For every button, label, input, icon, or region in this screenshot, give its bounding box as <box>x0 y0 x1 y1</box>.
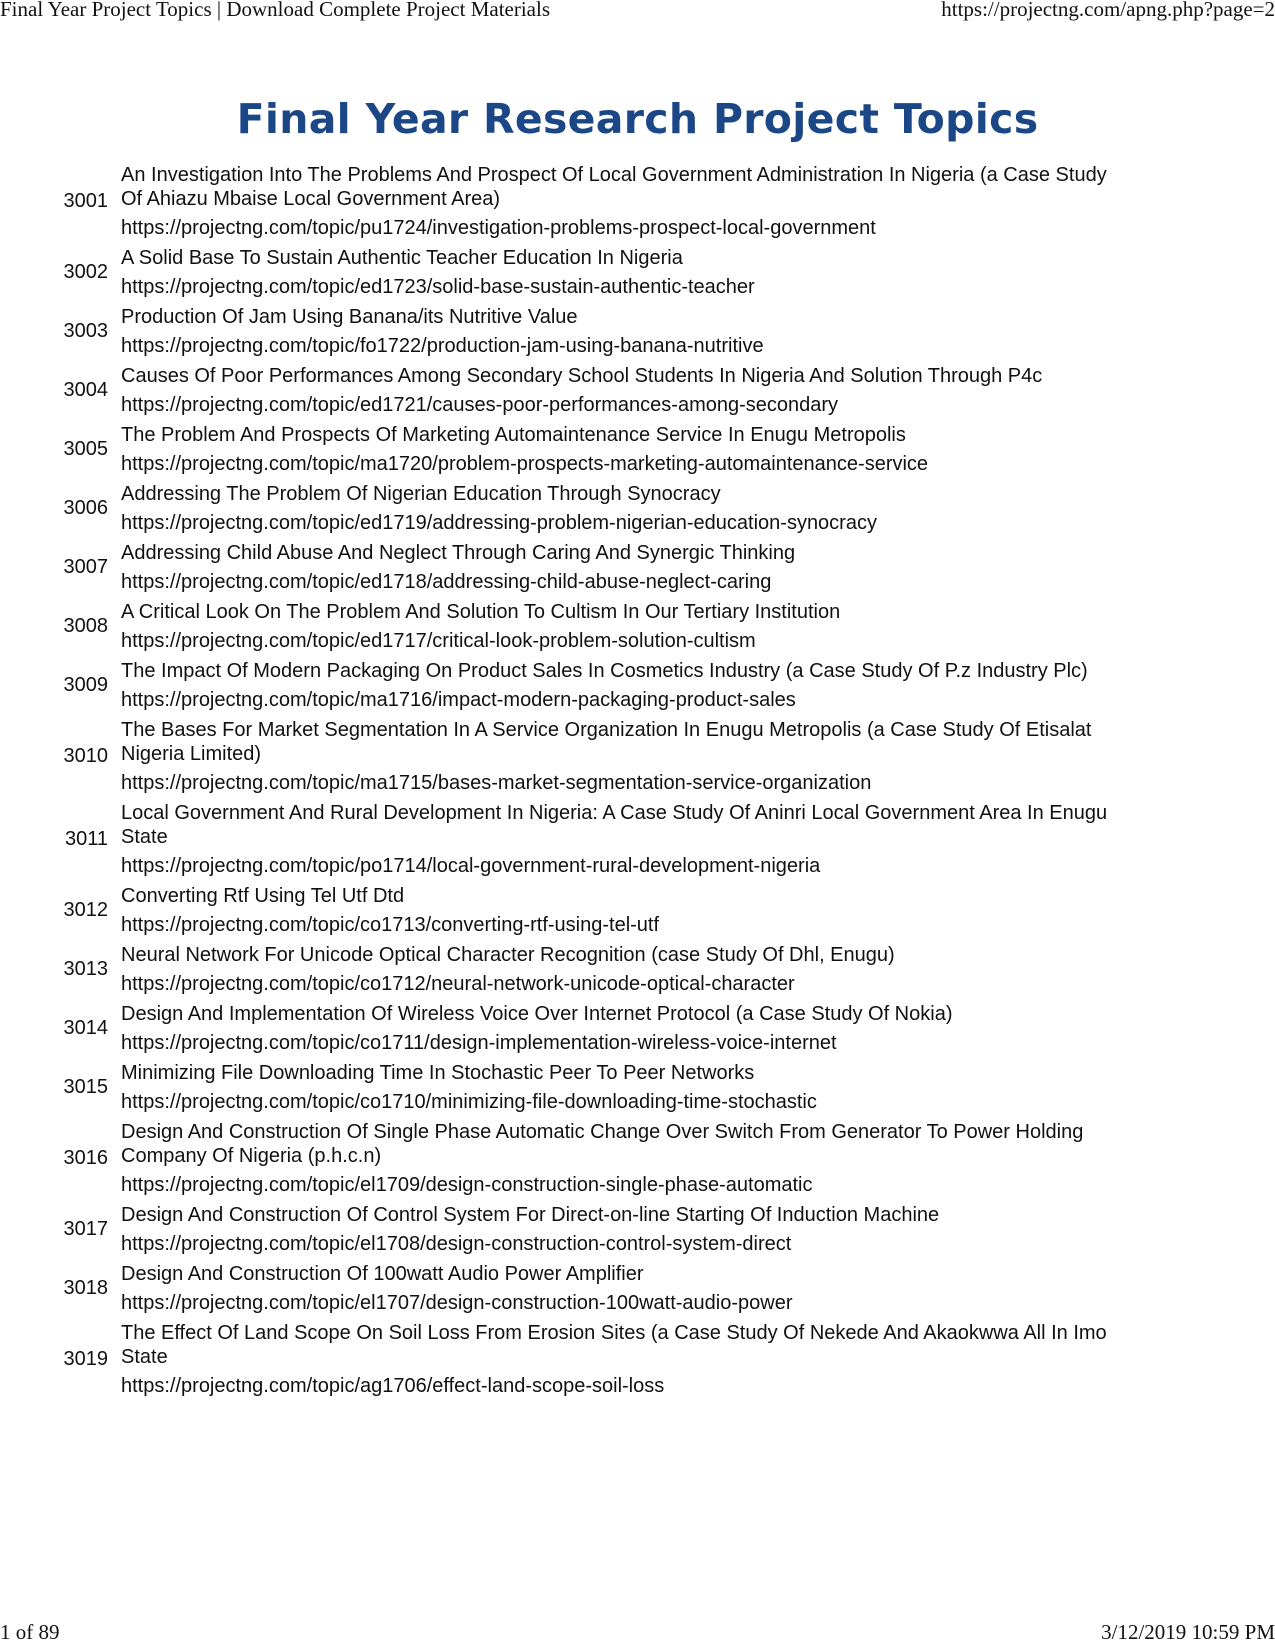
page-indicator: 1 of 89 <box>0 1620 60 1644</box>
topic-body <box>121 1203 1131 1256</box>
topic-number: 3001 <box>63 190 108 212</box>
page-title: Final Year Research Project Topics <box>236 95 1039 143</box>
print-footer <box>0 1620 1275 1645</box>
topic-title: Addressing Child Abuse And Neglect Through Caring And Synergic Thinking <box>121 542 796 564</box>
topic-body <box>121 163 1131 240</box>
topic-number: 3017 <box>63 1218 108 1240</box>
topic-body <box>121 1061 1131 1114</box>
topic-row <box>0 1058 1275 1117</box>
topic-url-link[interactable]: https://projectng.com/topic/pu1724/investigation-problems-prospect-local-government <box>121 217 876 239</box>
topic-number: 3018 <box>63 1277 108 1299</box>
topic-row <box>0 160 1275 243</box>
topic-number: 3010 <box>63 745 108 767</box>
topic-url-link[interactable]: https://projectng.com/topic/ed1718/addressing-child-abuse-neglect-caring <box>121 571 772 593</box>
topic-title: The Problem And Prospects Of Marketing Automaintenance Service In Enugu Metropolis <box>121 424 906 446</box>
topic-url-link[interactable]: https://projectng.com/topic/el1707/design-construction-100watt-audio-power <box>121 1292 793 1314</box>
topic-row <box>0 715 1275 798</box>
topic-title: Neural Network For Unicode Optical Character Recognition (case Study Of Dhl, Enugu) <box>121 944 895 966</box>
topic-url-link[interactable]: https://projectng.com/topic/ed1717/critical-look-problem-solution-cultism <box>121 630 756 652</box>
topic-row <box>0 999 1275 1058</box>
topic-title: Causes Of Poor Performances Among Secondary School Students In Nigeria And Solution Through P4c <box>121 365 1043 387</box>
topic-body <box>121 801 1131 878</box>
topic-title: The Bases For Market Segmentation In A Service Organization In Enugu Metropolis (a Case Study Of Etisalat Nigeria Limited) <box>121 719 1092 765</box>
topic-body <box>121 1120 1131 1197</box>
topic-body <box>121 423 1131 476</box>
topic-body <box>121 246 1131 299</box>
topic-title: An Investigation Into The Problems And Prospect Of Local Government Administration In Nigeria (a Case Study Of Ahiazu Mbaise Local Government Area) <box>121 164 1107 210</box>
topic-title: Addressing The Problem Of Nigerian Education Through Synocracy <box>121 483 721 505</box>
topic-body <box>121 305 1131 358</box>
topic-url-link[interactable]: https://projectng.com/topic/ed1719/addressing-problem-nigerian-education-synocracy <box>121 512 877 534</box>
topic-url-link[interactable]: https://projectng.com/topic/el1708/design-construction-control-system-direct <box>121 1233 792 1255</box>
topic-row <box>0 302 1275 361</box>
topic-number: 3003 <box>63 320 108 342</box>
topic-url-link[interactable]: https://projectng.com/topic/ma1720/problem-prospects-marketing-automaintenance-service <box>121 453 929 475</box>
topic-row <box>0 538 1275 597</box>
topic-url-link[interactable]: https://projectng.com/topic/co1712/neural-network-unicode-optical-character <box>121 973 795 995</box>
print-header <box>0 0 1275 22</box>
topic-title: Converting Rtf Using Tel Utf Dtd <box>121 885 405 907</box>
topic-row <box>0 420 1275 479</box>
topic-body <box>121 364 1131 417</box>
topic-number: 3012 <box>63 899 108 921</box>
topic-title: Production Of Jam Using Banana/its Nutritive Value <box>121 306 578 328</box>
topic-number: 3015 <box>63 1076 108 1098</box>
topic-title: Design And Construction Of 100watt Audio Power Amplifier <box>121 1263 644 1285</box>
topic-number: 3011 <box>64 828 108 850</box>
topic-row <box>0 1259 1275 1318</box>
topic-row <box>0 361 1275 420</box>
topic-row <box>0 1318 1275 1401</box>
topic-url-link[interactable]: https://projectng.com/topic/ed1721/causes-poor-performances-among-secondary <box>121 394 839 416</box>
topic-url-link[interactable]: https://projectng.com/topic/co1713/converting-rtf-using-tel-utf <box>121 914 660 936</box>
topic-title: A Critical Look On The Problem And Solution To Cultism In Our Tertiary Institution <box>121 601 841 623</box>
topic-url-link[interactable]: https://projectng.com/topic/co1711/design-implementation-wireless-voice-internet <box>121 1032 837 1054</box>
topic-row <box>0 798 1275 881</box>
topic-url-link[interactable]: https://projectng.com/topic/el1709/design-construction-single-phase-automatic <box>121 1174 813 1196</box>
topic-row <box>0 1200 1275 1259</box>
topic-body <box>121 541 1131 594</box>
topic-number: 3005 <box>63 438 108 460</box>
topic-number: 3016 <box>63 1147 108 1169</box>
topic-number: 3008 <box>63 615 108 637</box>
topic-number: 3009 <box>63 674 108 696</box>
topic-row <box>0 1117 1275 1200</box>
topic-title: Design And Construction Of Control System For Direct-on-line Starting Of Induction Machine <box>121 1204 940 1226</box>
topic-body <box>121 1321 1131 1398</box>
topic-list <box>0 160 1275 1401</box>
topic-body <box>121 1002 1131 1055</box>
topic-title: Local Government And Rural Development In Nigeria: A Case Study Of Aninri Local Government Area In Enugu State <box>121 802 1108 848</box>
topic-body <box>121 884 1131 937</box>
topic-title: Design And Implementation Of Wireless Voice Over Internet Protocol (a Case Study Of Nokia) <box>121 1003 953 1025</box>
print-timestamp: 3/12/2019 10:59 PM <box>1101 1620 1275 1644</box>
topic-number: 3006 <box>63 497 108 519</box>
topic-row <box>0 243 1275 302</box>
topic-number: 3002 <box>63 261 108 283</box>
topic-title: Design And Construction Of Single Phase Automatic Change Over Switch From Generator To Power Holding Company Of Nigeria (p.h.c.n) <box>121 1121 1084 1167</box>
topic-url-link[interactable]: https://projectng.com/topic/po1714/local-government-rural-development-nigeria <box>121 855 821 877</box>
topic-row <box>0 479 1275 538</box>
topic-row <box>0 881 1275 940</box>
topic-number: 3004 <box>63 379 108 401</box>
print-header-title: Final Year Project Topics | Download Complete Project Materials <box>0 0 551 21</box>
topic-number: 3007 <box>63 556 108 578</box>
topic-url-link[interactable]: https://projectng.com/topic/ma1716/impact-modern-packaging-product-sales <box>121 689 796 711</box>
topic-url-link[interactable]: https://projectng.com/topic/ag1706/effect-land-scope-soil-loss <box>121 1375 665 1397</box>
topic-body <box>121 600 1131 653</box>
topic-row <box>0 597 1275 656</box>
topic-body <box>121 718 1131 795</box>
topic-body <box>121 1262 1131 1315</box>
topic-body <box>121 943 1131 996</box>
topic-title: The Impact Of Modern Packaging On Product Sales In Cosmetics Industry (a Case Study Of P.z Industry Plc) <box>121 660 1088 682</box>
topic-number: 3014 <box>63 1017 108 1039</box>
topic-url-link[interactable]: https://projectng.com/topic/ma1715/bases-market-segmentation-service-organization <box>121 772 872 794</box>
topic-title: The Effect Of Land Scope On Soil Loss From Erosion Sites (a Case Study Of Nekede And Akaokwwa All In Imo State <box>121 1322 1107 1368</box>
topic-title: A Solid Base To Sustain Authentic Teacher Education In Nigeria <box>121 247 683 269</box>
topic-row <box>0 940 1275 999</box>
topic-url-link[interactable]: https://projectng.com/topic/co1710/minimizing-file-downloading-time-stochastic <box>121 1091 817 1113</box>
topic-body <box>121 659 1131 712</box>
topic-url-link[interactable]: https://projectng.com/topic/fo1722/production-jam-using-banana-nutritive <box>121 335 764 357</box>
print-header-url: https://projectng.com/apng.php?page=2 <box>941 0 1275 21</box>
topic-url-link[interactable]: https://projectng.com/topic/ed1723/solid-base-sustain-authentic-teacher <box>121 276 755 298</box>
topic-body <box>121 482 1131 535</box>
topic-row <box>0 656 1275 715</box>
topic-title: Minimizing File Downloading Time In Stochastic Peer To Peer Networks <box>121 1062 755 1084</box>
topic-number: 3013 <box>63 958 108 980</box>
topic-number: 3019 <box>63 1348 108 1370</box>
